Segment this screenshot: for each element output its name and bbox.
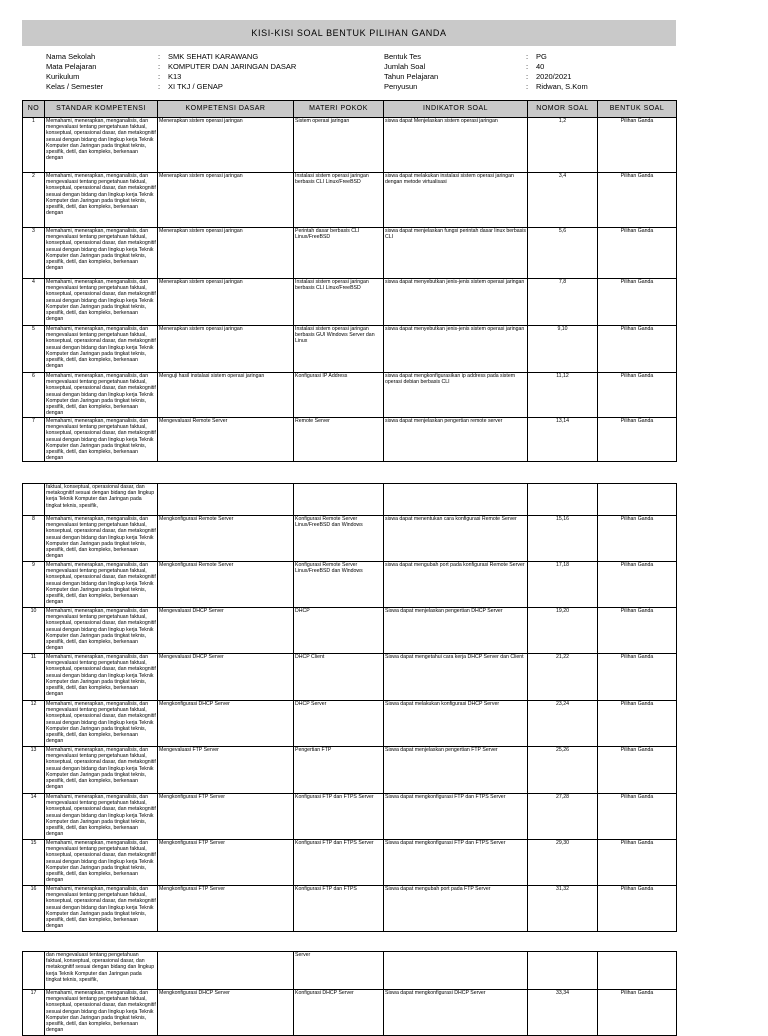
cell-kompetensi-dasar: Menerapkan sistem operasi jaringan — [158, 228, 294, 279]
cell-indikator-soal — [384, 484, 528, 516]
cell-materi-pokok: Instalasi sistem operasi jaringan berbasis CLI Linux/FreeBSD — [294, 279, 384, 326]
cell-kompetensi-dasar: Mengevaluasi FTP Server — [158, 747, 294, 794]
cell-nomor-soal: 25,26 — [528, 747, 598, 794]
cell-standar-kompetensi: Memahami, menerapkan, menganalisis, dan mengevaluasi tentang pengetahuan faktual, konseptual, operasional dasar, dan metakognitif sesuai dengan bidang dan lingkup kerja Teknik Komputer dan Jaringan pada tingkat teknis, spesifik, detil, dan kompleks, berkenaan dengan — [45, 747, 158, 794]
cell-standar-kompetensi: Memahami, menerapkan, menganalisis, dan mengevaluasi tentang pengetahuan faktual, konseptual, operasional dasar, dan metakognitif sesuai dengan bidang dan lingkup kerja Teknik Komputer dan Jaringan pada tingkat teknis, spesifik, detil, dan kompleks, berkenaan dengan — [45, 118, 158, 173]
cell-kompetensi-dasar: Mengevaluasi DHCP Server — [158, 608, 294, 654]
header-materi-pokok: MATERI POKOK — [294, 101, 384, 118]
cell-bentuk-soal: Pilihan Ganda — [598, 886, 677, 932]
cell-bentuk-soal: Pilihan Ganda — [598, 279, 677, 326]
meta-value: K13 — [168, 72, 182, 81]
cell-standar-kompetensi: Memahami, menerapkan, menganalisis, dan mengevaluasi tentang pengetahuan faktual, konseptual, operasional dasar, dan metakognitif sesuai dengan bidang dan lingkup kerja Teknik Komputer dan Jaringan pada tingkat teknis, spesifik, detil, dan kompleks, berkenaan dengan — [46, 418, 156, 462]
table-header-row — [23, 101, 677, 118]
cell-indikator-soal: Siswa dapat melakukan konfigurasi DHCP Server — [384, 701, 528, 747]
meta-value: SMK SEHATI KARAWANG — [168, 52, 259, 61]
table-row — [23, 990, 677, 1036]
cell-no: 16 — [23, 886, 45, 932]
cell-indikator-soal: siswa dapat Menjelaskan sistem operasi jaringan — [384, 118, 528, 173]
cell-materi-pokok: DHCP Client — [294, 654, 384, 701]
cell-bentuk-soal: Pilihan Ganda — [598, 747, 677, 794]
cell-indikator-soal: siswa dapat menyebutkan jenis-jenis sistem operasi jaringan — [384, 279, 528, 326]
meta-value: 40 — [536, 62, 545, 71]
cell-indikator-soal: Siswa dapat mengkonfigurasi FTP dan FTPS Server — [384, 794, 528, 840]
meta-left: Nama Sekolah : SMK SEHATI KARAWANG Mata Pelajaran : KOMPUTER DAN JARINGAN DASAR Kurikulum : K13 Kelas / Semester : XI TKJ / GENAP — [46, 52, 297, 91]
cell-materi-pokok: Konfigurasi Remote Server Linux/FreeBSD dan Windows — [294, 516, 384, 562]
table-row-continuation — [23, 952, 677, 990]
cell-indikator-soal — [384, 952, 528, 990]
cell-kompetensi-dasar: Menerapkan sistem operasi jaringan — [158, 173, 294, 228]
cell-standar-kompetensi: Memahami, menerapkan, menganalisis, dan mengevaluasi tentang pengetahuan faktual, konseptual, operasional dasar, dan metakognitif sesuai dengan bidang dan lingkup kerja Teknik Komputer dan Jaringan pada tingkat teknis, spesifik, detil, dan kompleks, berkenaan dengan — [45, 326, 158, 373]
cell-standar-kompetensi: dan mengevaluasi tentang pengetahuan faktual, konseptual, operasional dasar, dan metakognitif sesuai dengan bidang dan lingkup kerja Teknik Komputer dan Jaringan pada tingkat teknis, spesifik, — [45, 952, 158, 990]
table-row — [23, 228, 677, 279]
cell-materi-pokok — [294, 484, 384, 516]
cell-no: 10 — [23, 608, 45, 654]
cell-nomor-soal: 19,20 — [528, 608, 598, 654]
cell-bentuk-soal — [598, 484, 677, 516]
table-row — [23, 279, 677, 326]
cell-bentuk-soal: Pilihan Ganda — [598, 118, 677, 173]
cell-kompetensi-dasar: Mengevaluasi Remote Server — [158, 418, 294, 462]
cell-standar-kompetensi: Memahami, menerapkan, menganalisis, dan mengevaluasi tentang pengetahuan faktual, konseptual, operasional dasar, dan metakognitif sesuai dengan bidang dan lingkup kerja Teknik Komputer dan Jaringan pada tingkat teknis, spesifik, detil, dan kompleks, berkenaan dengan — [46, 373, 156, 417]
cell-nomor-soal — [528, 952, 598, 990]
header-standar-kompetensi: STANDAR KOMPETENSI — [45, 101, 158, 118]
table-row — [23, 701, 677, 747]
cell-materi-pokok: Perintah dasar berbasis CLI Linux/FreeBSD — [294, 228, 384, 279]
cell-kompetensi-dasar — [158, 952, 294, 990]
cell-materi-pokok: Instalasi sistem operasi jaringan berbasis GUI Windows Server dan Linux — [294, 326, 384, 373]
cell-no: 4 — [23, 279, 45, 326]
cell-bentuk-soal: Pilihan Ganda — [598, 418, 677, 462]
cell-nomor-soal: 7,8 — [528, 279, 598, 326]
cell-kompetensi-dasar: Menerapkan sistem operasi jaringan — [158, 326, 294, 373]
kisi-kisi-table — [22, 100, 677, 462]
cell-materi-pokok: Konfigurasi DHCP Server — [294, 990, 384, 1036]
meta-label: Mata Pelajaran — [46, 62, 97, 71]
table-row-continuation — [23, 484, 677, 516]
cell-no: 9 — [23, 562, 45, 608]
cell-indikator-soal: siswa dapat menyebutkan jenis-jenis sistem operasi jaringan — [384, 326, 528, 373]
cell-nomor-soal: 1,2 — [528, 118, 598, 173]
cell-no: 7 — [23, 418, 45, 462]
cell-nomor-soal: 3,4 — [528, 173, 598, 228]
cell-indikator-soal: Siswa dapat mengubah port pada FTP Server — [384, 886, 528, 932]
cell-standar-kompetensi: Memahami, menerapkan, menganalisis, dan mengevaluasi tentang pengetahuan faktual, konseptual, operasional dasar, dan metakognitif sesuai dengan bidang dan lingkup kerja Teknik Komputer dan Jaringan pada tingkat teknis, spesifik, detil, dan kompleks, berkenaan dengan — [45, 228, 158, 279]
cell-materi-pokok: Server — [294, 952, 384, 990]
cell-kompetensi-dasar: Mengkonfigurasi Remote Server — [158, 516, 294, 562]
header-indikator-soal: INDIKATOR SOAL — [384, 101, 528, 118]
cell-indikator-soal: siswa dapat menentukan cara konfigurasi Remote Server — [384, 516, 528, 562]
table-row — [23, 562, 677, 608]
table-row — [23, 886, 677, 932]
cell-materi-pokok: Konfigurasi IP Address — [294, 373, 384, 418]
cell-bentuk-soal: Pilihan Ganda — [598, 608, 677, 654]
cell-indikator-soal: siswa dapat menjelaskan pengertian remote server — [384, 418, 528, 462]
cell-nomor-soal: 27,28 — [528, 794, 598, 840]
cell-nomor-soal: 29,30 — [528, 840, 598, 886]
cell-kompetensi-dasar: Mengkonfigurasi DHCP Server — [158, 701, 294, 747]
cell-bentuk-soal: Pilihan Ganda — [598, 562, 677, 608]
cell-indikator-soal: Siswa dapat mengkonfigurasi DHCP Server — [384, 990, 528, 1036]
cell-bentuk-soal: Pilihan Ganda — [598, 990, 677, 1036]
cell-standar-kompetensi: faktual, konseptual, operasional dasar, dan metakognitif sesuai dengan bidang dan lingkup kerja Teknik Komputer dan Jaringan pada tingkat teknis, spesifik, — [45, 484, 158, 516]
cell-nomor-soal: 33,34 — [528, 990, 598, 1036]
cell-materi-pokok: Konfigurasi Remote Server Linux/FreeBSD dan Windows — [294, 562, 384, 608]
cell-no: 3 — [23, 228, 45, 279]
table-row — [23, 373, 677, 418]
meta-label: Jumlah Soal — [384, 62, 426, 71]
table-row — [23, 794, 677, 840]
table-row — [23, 418, 677, 462]
cell-kompetensi-dasar — [158, 484, 294, 516]
cell-standar-kompetensi: Memahami, menerapkan, menganalisis, dan mengevaluasi tentang pengetahuan faktual, konseptual, operasional dasar, dan metakognitif sesuai dengan bidang dan lingkup kerja Teknik Komputer dan Jaringan pada tingkat teknis, spesifik, detil, dan kompleks, berkenaan dengan — [45, 886, 158, 932]
cell-no: 12 — [23, 701, 45, 747]
cell-standar-kompetensi: Memahami, menerapkan, menganalisis, dan mengevaluasi tentang pengetahuan faktual, konseptual, operasional dasar, dan metakognitif sesuai dengan bidang dan lingkup kerja Teknik Komputer dan Jaringan pada tingkat teknis, spesifik, detil, dan kompleks, berkenaan dengan — [45, 990, 158, 1036]
cell-materi-pokok: Konfigurasi FTP dan FTPS — [294, 886, 384, 932]
meta-value: XI TKJ / GENAP — [168, 82, 223, 91]
cell-indikator-soal: siswa dapat mengkonfigurasikan ip address pada sistem operasi debian berbasis CLI — [384, 373, 528, 418]
cell-materi-pokok: DHCP Server — [294, 701, 384, 747]
kisi-kisi-table — [22, 951, 677, 1036]
cell-kompetensi-dasar: Mengkonfigurasi DHCP Server — [158, 990, 294, 1036]
header-bentuk-soal: BENTUK SOAL — [598, 101, 677, 118]
cell-nomor-soal: 15,16 — [528, 516, 598, 562]
cell-nomor-soal — [528, 484, 598, 516]
cell-nomor-soal: 5,6 — [528, 228, 598, 279]
cell-materi-pokok: Konfigurasi FTP dan FTPS Server — [294, 794, 384, 840]
meta-label: Tahun Pelajaran — [384, 72, 439, 81]
table-row — [23, 173, 677, 228]
cell-standar-kompetensi: Memahami, menerapkan, menganalisis, dan mengevaluasi tentang pengetahuan faktual, konseptual, operasional dasar, dan metakognitif sesuai dengan bidang dan lingkup kerja Teknik Komputer dan Jaringan pada tingkat teknis, spesifik, detil, dan kompleks, berkenaan dengan — [45, 794, 158, 840]
table-row — [23, 840, 677, 886]
cell-no: 1 — [23, 118, 45, 173]
table-row — [23, 608, 677, 654]
meta-label: Kelas / Semester — [46, 82, 104, 91]
cell-standar-kompetensi: Memahami, menerapkan, menganalisis, dan mengevaluasi tentang pengetahuan faktual, konseptual, operasional dasar, dan metakognitif sesuai dengan bidang dan lingkup kerja Teknik Komputer dan Jaringan pada tingkat teknis, spesifik, detil, dan kompleks, berkenaan dengan — [45, 562, 158, 608]
cell-indikator-soal: siswa dapat melakukan instalasi sistem operasi jaringan dengan metode virtualisasi — [384, 173, 528, 228]
cell-materi-pokok: Remote Server — [294, 418, 384, 462]
cell-bentuk-soal: Pilihan Ganda — [598, 228, 677, 279]
cell-indikator-soal: Siswa dapat mengkonfigurasi FTP dan FTPS Server — [384, 840, 528, 886]
meta-value: PG — [536, 52, 547, 61]
cell-kompetensi-dasar: Menerapkan sistem operasi jaringan — [158, 118, 294, 173]
cell-no: 8 — [23, 516, 45, 562]
table-row — [23, 747, 677, 794]
cell-nomor-soal: 21,22 — [528, 654, 598, 701]
cell-no: 17 — [23, 990, 45, 1036]
cell-no — [23, 484, 45, 516]
cell-kompetensi-dasar: Mengkonfigurasi Remote Server — [158, 562, 294, 608]
cell-no: 2 — [23, 173, 45, 228]
cell-standar-kompetensi: Memahami, menerapkan, menganalisis, dan mengevaluasi tentang pengetahuan faktual, konseptual, operasional dasar, dan metakognitif sesuai dengan bidang dan lingkup kerja Teknik Komputer dan Jaringan pada tingkat teknis, spesifik, detil, dan kompleks, berkenaan dengan — [45, 654, 158, 701]
cell-bentuk-soal: Pilihan Ganda — [598, 654, 677, 701]
cell-nomor-soal: 17,18 — [528, 562, 598, 608]
cell-nomor-soal: 31,32 — [528, 886, 598, 932]
cell-materi-pokok: DHCP — [294, 608, 384, 654]
table-row — [23, 118, 677, 173]
cell-nomor-soal: 13,14 — [528, 418, 598, 462]
cell-no: 5 — [23, 326, 45, 373]
cell-bentuk-soal: Pilihan Ganda — [598, 840, 677, 886]
cell-no: 11 — [23, 654, 45, 701]
cell-no — [23, 952, 45, 990]
cell-indikator-soal: siswa dapat mengubah port pada konfigurasi Remote Server — [384, 562, 528, 608]
cell-standar-kompetensi: Memahami, menerapkan, menganalisis, dan mengevaluasi tentang pengetahuan faktual, konseptual, operasional dasar, dan metakognitif sesuai dengan bidang dan lingkup kerja Teknik Komputer dan Jaringan pada tingkat teknis, spesifik, detil, dan kompleks, berkenaan dengan — [45, 608, 158, 654]
cell-standar-kompetensi: Memahami, menerapkan, menganalisis, dan mengevaluasi tentang pengetahuan faktual, konseptual, operasional dasar, dan metakognitif sesuai dengan bidang dan lingkup kerja Teknik Komputer dan Jaringan pada tingkat teknis, spesifik, detil, dan kompleks, berkenaan dengan — [45, 173, 158, 228]
meta-value: Ridwan, S.Kom — [536, 82, 588, 91]
header-nomor-soal: NOMOR SOAL — [528, 101, 598, 118]
cell-kompetensi-dasar: Mengkonfigurasi FTP Server — [158, 886, 294, 932]
cell-materi-pokok: Instalasi sistem operasi jaringan berbasis CLI Linux/FreeBSD — [294, 173, 384, 228]
meta-right: Bentuk Tes : PG Jumlah Soal : 40 Tahun Pelajaran : 2020/2021 Penyusun : Ridwan, S.Kom — [384, 52, 588, 91]
meta-label: Nama Sekolah — [46, 52, 96, 61]
cell-nomor-soal: 9,10 — [528, 326, 598, 373]
cell-materi-pokok: Pengertian FTP — [294, 747, 384, 794]
header-no: NO — [23, 101, 45, 118]
cell-bentuk-soal: Pilihan Ganda — [598, 516, 677, 562]
cell-kompetensi-dasar: Menguji hasil instalasi sistem operasi jaringan — [158, 373, 294, 418]
cell-bentuk-soal — [598, 952, 677, 990]
table-page-2 — [22, 484, 676, 930]
cell-materi-pokok: Konfigurasi FTP dan FTPS Server — [294, 840, 384, 886]
cell-nomor-soal: 11,12 — [528, 373, 598, 418]
cell-nomor-soal: 23,24 — [528, 701, 598, 747]
document-title: KISI-KISI SOAL BENTUK PILIHAN GANDA — [22, 20, 676, 46]
meta-label: Bentuk Tes — [384, 52, 421, 61]
cell-standar-kompetensi: Memahami, menerapkan, menganalisis, dan mengevaluasi tentang pengetahuan faktual, konseptual, operasional dasar, dan metakognitif sesuai dengan bidang dan lingkup kerja Teknik Komputer dan Jaringan pada tingkat teknis, spesifik, detil, dan kompleks, berkenaan dengan — [45, 840, 158, 886]
cell-no: 15 — [23, 840, 45, 886]
table-page-1 — [22, 100, 676, 462]
table-page-3 — [22, 952, 676, 1034]
cell-bentuk-soal: Pilihan Ganda — [598, 701, 677, 747]
cell-standar-kompetensi: Memahami, menerapkan, menganalisis, dan mengevaluasi tentang pengetahuan faktual, konseptual, operasional dasar, dan metakognitif sesuai dengan bidang dan lingkup kerja Teknik Komputer dan Jaringan pada tingkat teknis, spesifik, detil, dan kompleks, berkenaan dengan — [45, 516, 158, 562]
cell-bentuk-soal: Pilihan Ganda — [598, 173, 677, 228]
cell-bentuk-soal: Pilihan Ganda — [598, 794, 677, 840]
cell-indikator-soal: siswa dapat menjelaskan fungsi perintah dasar linux berbasis CLI — [384, 228, 528, 279]
cell-kompetensi-dasar: Mengevaluasi DHCP Server — [158, 654, 294, 701]
cell-kompetensi-dasar: Mengkonfigurasi FTP Server — [158, 794, 294, 840]
kisi-kisi-table — [22, 483, 677, 932]
cell-standar-kompetensi: Memahami, menerapkan, menganalisis, dan mengevaluasi tentang pengetahuan faktual, konseptual, operasional dasar, dan metakognitif sesuai dengan bidang dan lingkup kerja Teknik Komputer dan Jaringan pada tingkat teknis, spesifik, detil, dan kompleks, berkenaan dengan — [45, 701, 158, 747]
cell-standar-kompetensi: Memahami, menerapkan, menganalisis, dan mengevaluasi tentang pengetahuan faktual, konseptual, operasional dasar, dan metakognitif sesuai dengan bidang dan lingkup kerja Teknik Komputer dan Jaringan pada tingkat teknis, spesifik, detil, dan kompleks, berkenaan dengan — [45, 279, 158, 326]
cell-kompetensi-dasar: Mengkonfigurasi FTP Server — [158, 840, 294, 886]
cell-indikator-soal: Siswa dapat mengetahui cara kerja DHCP Server dan Client — [384, 654, 528, 701]
table-row — [23, 326, 677, 373]
cell-kompetensi-dasar: Menerapkan sistem operasi jaringan — [158, 279, 294, 326]
cell-indikator-soal: Siswa dapat menjelaskan pengertian DHCP Server — [384, 608, 528, 654]
meta-value: 2020/2021 — [536, 72, 572, 81]
table-row — [23, 654, 677, 701]
table-row — [23, 516, 677, 562]
cell-no: 13 — [23, 747, 45, 794]
cell-materi-pokok: Sistem operasi jaringan — [294, 118, 384, 173]
cell-indikator-soal: Siswa dapat menjelaskan pengertian FTP Server — [384, 747, 528, 794]
cell-no: 14 — [23, 794, 45, 840]
cell-bentuk-soal: Pilihan Ganda — [598, 373, 677, 418]
meta-label: Penyusun — [384, 82, 418, 91]
meta-value: KOMPUTER DAN JARINGAN DASAR — [168, 62, 297, 71]
cell-bentuk-soal: Pilihan Ganda — [598, 326, 677, 373]
cell-no: 6 — [23, 373, 45, 418]
header-kompetensi-dasar: KOMPETENSI DASAR — [158, 101, 294, 118]
meta-label: Kurikulum — [46, 72, 80, 81]
